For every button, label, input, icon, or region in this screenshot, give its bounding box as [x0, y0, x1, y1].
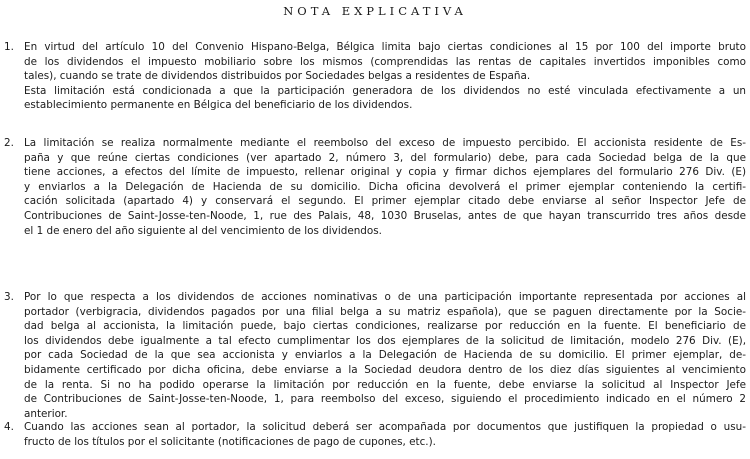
text-line: el 1 de enero del año siguiente al del vencimiento de los dividendos. — [24, 224, 382, 237]
text-line: de la renta. Si no ha podido operarse la limitación por reducción en la fuente, debe enviarse la solicitud al Inspector Jefe — [24, 378, 746, 391]
text-line: paña y que reúne ciertas condiciones (ver apartado 2, número 3, del formulario) debe, para cada Sociedad belga de la que — [24, 151, 746, 164]
item-number: 3. — [4, 291, 14, 303]
text-line: En virtud del artículo 10 del Convenio Hispano-Belga, Bélgica limita bajo ciertas condiciones al 15 por 100 del importe bruto — [24, 41, 746, 53]
text-line: dad belga al accionista, la limitación puede, bajo ciertas condiciones, realizarse por reducción en la fuente. El beneficiario de — [24, 320, 746, 333]
text-line: de los dividendos el impuesto mobiliario sobre los mismos (comprendidas las rentas de capitales invertidos imponibles como — [24, 55, 746, 68]
text-line: Por lo que respecta a los dividendos de acciones nominativas o de una participación importante representada por acciones al — [24, 291, 746, 303]
text-line: establecimiento permanente en Bélgica del beneficiario de los dividendos. — [24, 99, 413, 112]
item-text — [24, 136, 746, 238]
text-line: bidamente certificado por dicha oficina, debe enviarse a la Sociedad deudora dentro de los diez días siguientes al vencimiento — [24, 363, 746, 376]
item-text — [24, 420, 746, 449]
item-text — [24, 40, 746, 113]
text-line: por cada Sociedad de la que sea accionista y enviarlos a la Delegación de Hacienda de su domicilio. El primer ejemplar, de- — [24, 349, 746, 362]
document-title: NOTA EXPLICATIVA — [283, 4, 467, 18]
item-number: 1. — [4, 41, 14, 53]
text-line: portador (verbigracia, dividendos pagados por una filial belga a su matriz española), que se paguen directamente por la Socie- — [24, 305, 746, 318]
item-number: 2. — [4, 137, 14, 149]
text-line: Esta limitación está condicionada a que la participación generadora de los dividendos no esté vinculada efectivamente a un — [24, 84, 746, 97]
item-text — [24, 290, 746, 421]
text-line: Contribuciones de Saint-Josse-ten-Noode, 1, rue des Palais, 48, 1030 Bruselas, antes de que hayan transcurrido tres años desde — [24, 209, 746, 222]
text-line: Cuando las acciones sean al portador, la solicitud deberá ser acompañada por documentos que justifiquen la propiedad o usu- — [24, 421, 746, 433]
text-line: los dividendos debe igualmente a tal efecto cumplimentar los dos ejemplares de la solicitud de limitación, modelo 276 Div. (E), — [24, 334, 746, 347]
item-number: 4. — [4, 421, 14, 433]
text-line: anterior. — [24, 407, 68, 420]
text-line: La limitación se realiza normalmente mediante el reembolso del exceso de impuesto percibido. El accionista residente de Es- — [24, 137, 746, 149]
text-line: y enviarlos a la Delegación de Hacienda de su domicilio. Dicha oficina devolverá el primer ejemplar conteniendo la certifi- — [24, 180, 746, 193]
text-line: cación solicitada (apartado 4) y conservará el segundo. El primer ejemplar citado debe enviarse al señor Inspector Jefe de — [24, 195, 746, 208]
text-line: tiene acciones, a efectos del límite de impuesto, rellenar original y copia y firmar dichos ejemplares del formulario 276 Div. (E) — [24, 166, 746, 179]
text-line: tales), cuando se trate de dividendos distribuidos por Sociedades belgas a residentes de España. — [24, 70, 531, 83]
text-line: de Contribuciones de Saint-Josse-ten-Noode, 1, para reembolso del exceso, siguiendo el procedimiento indicado en el número 2 — [24, 393, 746, 406]
text-line: fructo de los títulos por el solicitante (notificaciones de pago de cupones, etc.). — [24, 435, 436, 448]
